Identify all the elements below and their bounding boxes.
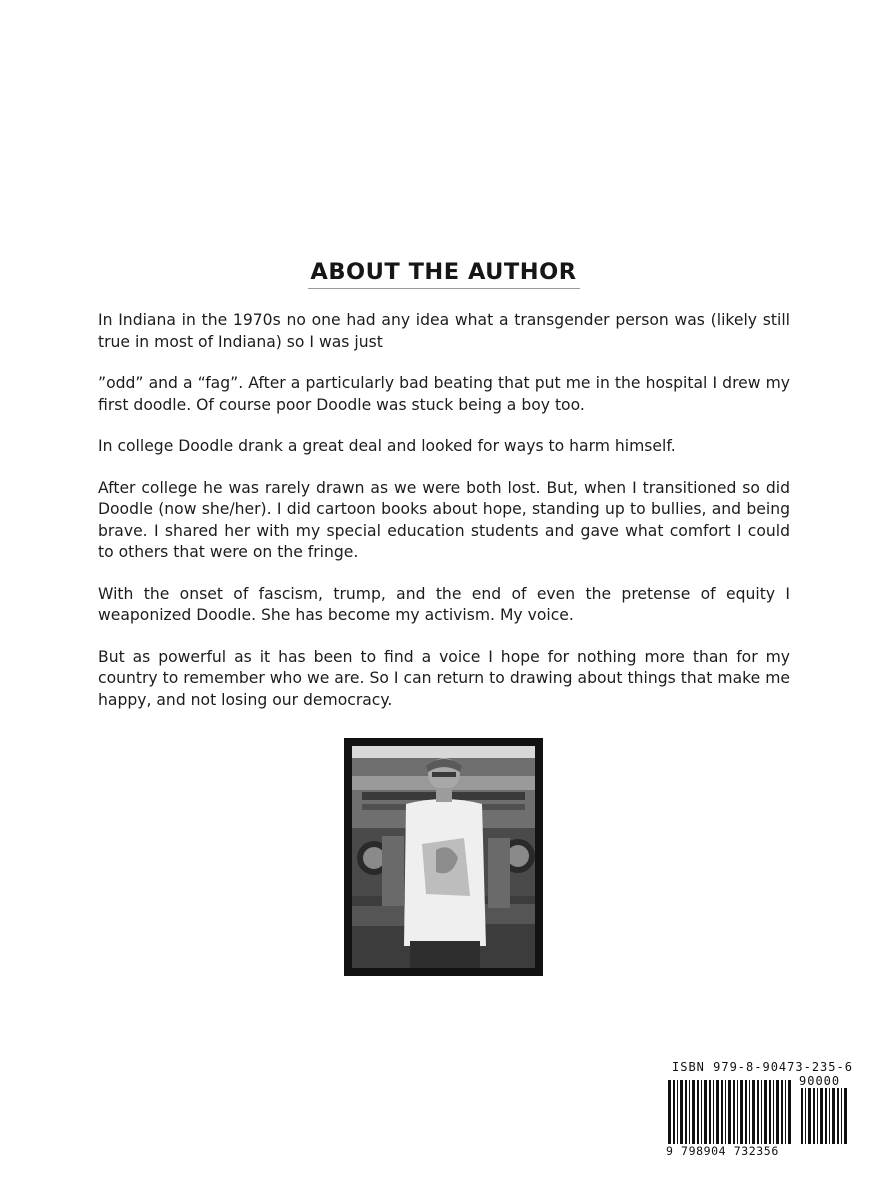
author-photo-image: [352, 746, 535, 968]
bio-paragraph-6: But as powerful as it has been to find a voice I hope for nothing more than for my country to remember who we are. So I can return to drawing about things that make me happy, and not losing our democracy.: [98, 647, 790, 709]
addon-price-code: 90000: [799, 1074, 841, 1088]
title-underline: [308, 288, 580, 289]
page-title: ABOUT THE AUTHOR: [310, 259, 577, 285]
bio-paragraph-1: In Indiana in the 1970s no one had any idea what a transgender person was (likely still true in most of Indiana) so I was just: [98, 311, 790, 351]
author-bio: [98, 310, 790, 731]
isbn-label: ISBN 979-8-90473-235-6: [672, 1060, 853, 1074]
bio-paragraph-5: With the onset of fascism, trump, and the end of even the pretense of equity I weaponized Doodle. She has become my activism. My voice.: [98, 584, 790, 624]
bio-paragraph-4: After college he was rarely drawn as we were both lost. But, when I transitioned so did Doodle (now she/her). I did cartoon books about hope, standing up to bullies, and being brave. I shared her with my special education students and gave what comfort I could to others that were on the fringe.: [98, 478, 790, 561]
addon-barcode-bars: [799, 1088, 851, 1144]
isbn-barcode: [666, 1060, 856, 1160]
bio-paragraph-3: In college Doodle drank a great deal and looked for ways to harm himself.: [98, 437, 676, 455]
bio-paragraph-2: ”odd” and a “fag”. After a particularly bad beating that put me in the hospital I drew my first doodle. Of course poor Doodle was stuck being a boy too.: [98, 374, 790, 414]
author-photo: [344, 738, 543, 976]
barcode-digits: 9 798904 732356: [666, 1144, 779, 1158]
ean-barcode-bars: [666, 1080, 792, 1144]
